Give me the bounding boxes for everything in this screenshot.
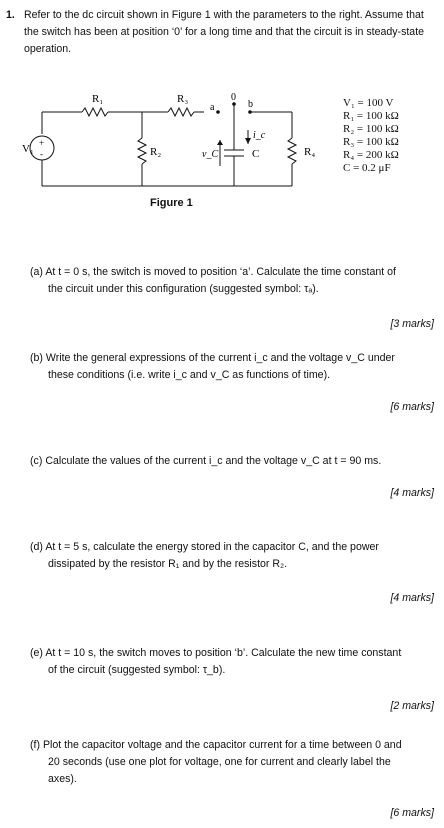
label-c: C [252, 148, 260, 160]
switch-contact-a [216, 110, 220, 114]
question-intro: Refer to the dc circuit shown in Figure 1 with the parameters to the right. Assume that the switch has been at position ‘0’ for a long time and that the circuit is in steady-state operation. [24, 9, 425, 55]
part-d-marks: [4 marks] [390, 592, 434, 604]
part-a-marks: [3 marks] [390, 318, 434, 330]
part-c-label: (c) [30, 455, 43, 467]
param-r3: R₃ = 100 kΩ [343, 136, 399, 148]
part-e-marks: [2 marks] [390, 700, 434, 712]
figure-caption: Figure 1 [150, 197, 193, 209]
part-b-line1: Write the general expressions of the current i_c and the voltage v_C under [45, 352, 395, 364]
part-f-line3: axes). [48, 773, 77, 785]
label-r3: R₃ [177, 93, 189, 105]
part-e-label: (e) [30, 647, 43, 659]
part-c-line1: Calculate the values of the current i_c and the voltage v_C at t = 90 ms. [45, 455, 382, 467]
label-vc: v_C [202, 149, 219, 160]
label-switch-0: 0 [231, 92, 236, 103]
part-e [30, 645, 435, 679]
parameter-list [343, 97, 399, 175]
part-d-line1: At t = 5 s, calculate the energy stored in the capacitor C, and the power [45, 541, 379, 553]
label-v1: V₁ [22, 143, 34, 155]
part-e-line1: At t = 10 s, the switch moves to position ‘b’. Calculate the new time constant [45, 647, 402, 659]
part-c-marks: [4 marks] [390, 487, 434, 499]
part-c [30, 453, 435, 470]
part-e-line2: of the circuit (suggested symbol: τ_b). [48, 664, 226, 676]
part-a-line1: At t = 0 s, the switch is moved to position ‘a’. Calculate the time constant of [45, 266, 396, 278]
part-d-label: (d) [30, 541, 43, 553]
part-f-line2: 20 seconds (use one plot for voltage, one for current and clearly label the [48, 756, 391, 768]
part-a-label: (a) [30, 266, 43, 278]
part-b-line2: these conditions (i.e. write i_c and v_C as functions of time). [48, 369, 331, 381]
label-r1: R₁ [92, 93, 104, 105]
resistor-r1 [82, 108, 108, 116]
part-d [30, 539, 435, 573]
switch-contact-b [248, 110, 252, 114]
label-switch-b: b [248, 99, 253, 110]
part-b-label: (b) [30, 352, 43, 364]
param-c: C = 0.2 μF [343, 162, 391, 174]
label-plus: + [39, 138, 45, 148]
part-a-line2: the circuit under this configuration (suggested symbol: τₐ). [48, 283, 319, 295]
label-r2: R₂ [150, 146, 162, 158]
part-b [30, 350, 435, 384]
label-ic: i_c [253, 130, 266, 141]
part-f [30, 737, 435, 788]
param-r2: R₂ = 100 kΩ [343, 123, 399, 135]
vc-arrowhead [217, 140, 223, 145]
ic-arrowhead [245, 138, 251, 144]
label-switch-a: a [210, 102, 215, 113]
resistor-r4 [288, 138, 296, 164]
part-f-marks: [6 marks] [390, 807, 434, 819]
part-d-line2: dissipated by the resistor R₁ and by the resistor R₂. [48, 558, 288, 570]
circuit-diagram [22, 86, 316, 190]
param-r4: R₄ = 200 kΩ [343, 149, 399, 161]
resistor-r3 [168, 108, 194, 116]
param-r1: R₁ = 100 kΩ [343, 110, 399, 122]
param-v1: V₁ = 100 V [343, 97, 394, 109]
label-minus: - [40, 149, 43, 159]
part-a [30, 264, 435, 298]
question-number: 1. [6, 9, 15, 21]
resistor-r2 [138, 138, 146, 164]
part-f-label: (f) [30, 739, 40, 751]
label-r4: R₄ [304, 146, 316, 158]
part-b-marks: [6 marks] [390, 401, 434, 413]
part-f-line1: Plot the capacitor voltage and the capacitor current for a time between 0 and [42, 739, 402, 751]
